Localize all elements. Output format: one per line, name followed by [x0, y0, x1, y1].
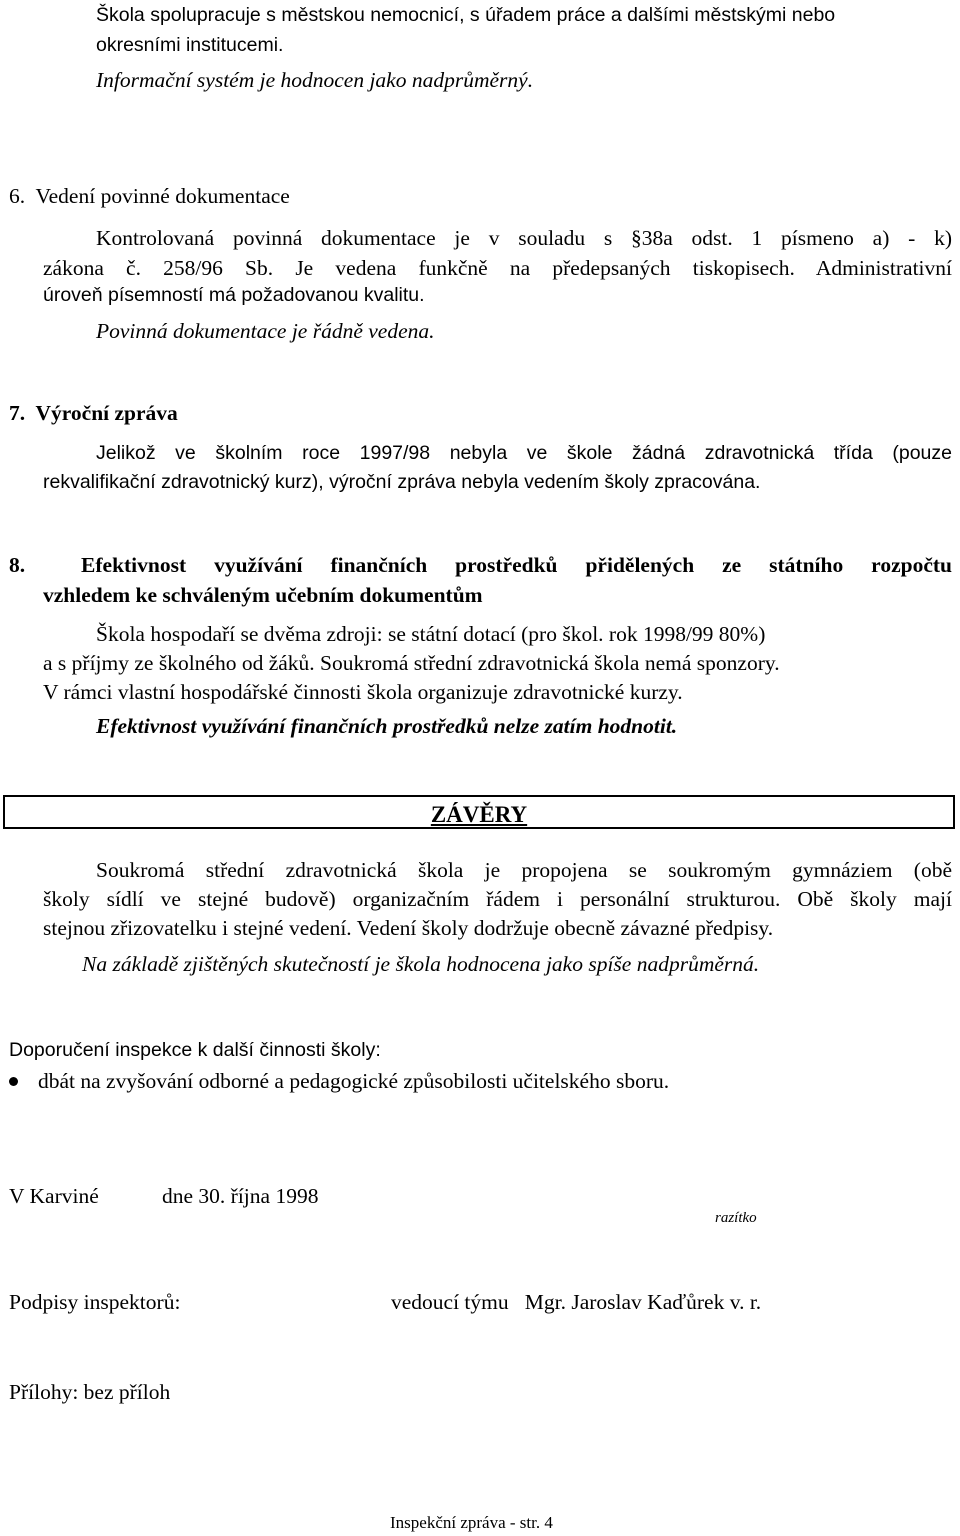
- date: dne 30. října 1998: [162, 1184, 319, 1208]
- section-6-line-1: Kontrolovaná povinná dokumentace je v souladu s §38a odst. 1 písmeno a) - k): [96, 226, 952, 250]
- bullet-icon: [9, 1077, 18, 1086]
- section-7-line-2: rekvalifikační zdravotnický kurz), výroční zpráva nebyla vedením školy zpracována.: [43, 471, 761, 493]
- intro-line-2: okresními institucemi.: [96, 34, 284, 56]
- section-8-line-3: V rámci vlastní hospodářské činnosti škola organizuje zdravotnické kurzy.: [43, 680, 683, 704]
- conclusions-verdict: Na základě zjištěných skutečností je škola hodnocena jako spíše nadprůměrná.: [82, 952, 760, 976]
- signatures-value: vedoucí týmu Mgr. Jaroslav Kaďůrek v. r.: [391, 1290, 762, 1314]
- section-6-heading: 6. Vedení povinné dokumentace: [9, 184, 290, 208]
- conclusions-line-2: školy sídlí ve stejné budově) organizačním řádem i personální strukturou. Obě školy mají: [43, 887, 952, 911]
- conclusions-line-3: stejnou zřizovatelku i stejné vedení. Vedení školy dodržuje obecně závazné předpisy.: [43, 916, 774, 940]
- section-8-line-2: a s příjmy ze školného od žáků. Soukromá střední zdravotnická škola nemá sponzory.: [43, 651, 780, 675]
- section-7-line-1: Jelikož ve školním roce 1997/98 nebyla ve škole žádná zdravotnická třída (pouze: [96, 442, 952, 464]
- recommendation-item: dbát na zvyšování odborné a pedagogické způsobilosti učitelského sboru.: [38, 1069, 670, 1093]
- section-8-line-1: Škola hospodaří se dvěma zdroji: se státní dotací (pro škol. rok 1998/99 80%): [96, 622, 766, 646]
- section-8-verdict: Efektivnost využívání finančních prostředků nelze zatím hodnotit.: [96, 714, 678, 738]
- recommendations-title: Doporučení inspekce k další činnosti školy:: [9, 1039, 381, 1061]
- section-8-heading-1: 8. Efektivnost využívání finančních prostředků přidělených ze státního rozpočtu: [9, 553, 952, 577]
- section-7-heading: 7. Výroční zpráva: [9, 401, 178, 425]
- section-6-verdict: Povinná dokumentace je řádně vedena.: [96, 319, 435, 343]
- page-footer: Inspekční zpráva - str. 4: [390, 1513, 553, 1532]
- section-6-line-3: úroveň písemností má požadovanou kvalitu.: [43, 284, 425, 306]
- place: V Karviné: [9, 1184, 99, 1208]
- intro-verdict: Informační systém je hodnocen jako nadprůměrný.: [96, 68, 534, 92]
- attachments: Přílohy: bez příloh: [9, 1380, 171, 1404]
- stamp-label: razítko: [715, 1210, 757, 1226]
- conclusions-box: [3, 795, 955, 829]
- section-8-heading-2: vzhledem ke schváleným učebním dokumentům: [43, 583, 483, 607]
- section-6-line-2: zákona č. 258/96 Sb. Je vedena funkčně na předepsaných tiskopisech. Administrativní: [43, 256, 952, 280]
- conclusions-line-1: Soukromá střední zdravotnická škola je propojena se soukromým gymnáziem (obě: [96, 858, 952, 882]
- signatures-label: Podpisy inspektorů:: [9, 1290, 181, 1314]
- intro-line-1: Škola spolupracuje s městskou nemocnicí, s úřadem práce a dalšími městskými nebo: [96, 4, 836, 26]
- conclusions-title: ZÁVĚRY: [430, 802, 528, 827]
